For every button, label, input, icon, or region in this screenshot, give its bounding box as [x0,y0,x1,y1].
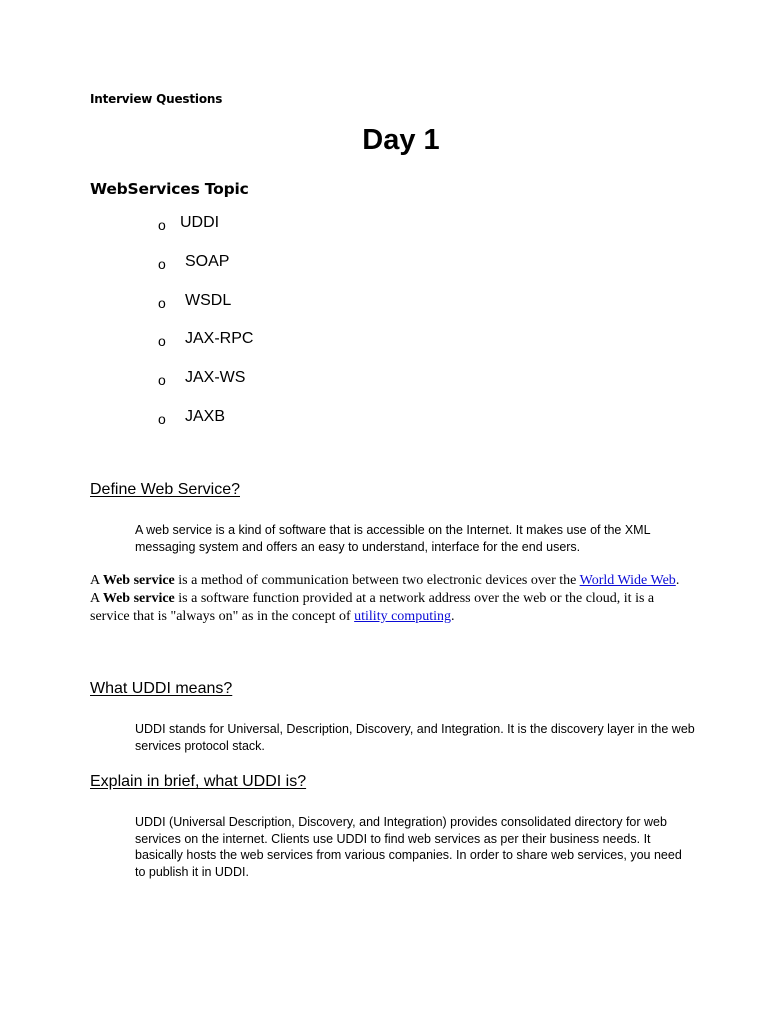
section-answer-define-web-service: A web service is a kind of software that is accessible on the Internet. It makes use of the XML messaging system and offers an easy to understand, interface for the end users. [135,523,651,554]
section-answer-explain-uddi: UDDI (Universal Description, Discovery, and Integration) provides consolidated directory for web services on the internet. Clients use UDDI to find web services as per their business needs. It basically hosts the web services from various companies. In order to share web services, you need to publish it in UDDI. [135,815,682,879]
section-heading-what-uddi-means: What UDDI means? [90,680,233,697]
section-heading-explain-uddi: Explain in brief, what UDDI is? [90,773,307,790]
section-heading-define-web-service: Define Web Service? [90,481,240,498]
section-answer-what-uddi-means: UDDI stands for Universal, Description, Discovery, and Integration. It is the discovery layer in the web services protocol stack. [135,722,695,753]
topic-item-label: JAX-RPC [185,330,254,348]
topic-item-label: UDDI [180,214,220,231]
paragraph-text: . A [90,573,680,606]
web-service-definition-paragraph [90,572,690,626]
bullet-icon: o [158,217,166,233]
topic-item-soap [158,253,253,292]
paragraph-text: is a software function provided at a network address over the web or the cloud, it is a service that is "always on" as in the concept of [90,591,655,624]
topic-item-label: SOAP [185,252,230,270]
bold-term: Web service [102,591,175,606]
utility-computing-link[interactable]: utility computing [354,609,451,624]
topic-item-label: WSDL [185,291,232,309]
topic-item-label: JAXB [185,407,226,425]
paragraph-text: A [90,573,103,588]
paragraph-text: . [450,609,455,624]
topic-item-jax-ws [158,369,253,408]
topic-item-wsdl [158,292,253,331]
bullet-icon: o [158,294,166,311]
topic-item-label: JAX-WS [185,369,246,387]
document-header-label: Interview Questions [90,92,223,106]
topic-heading: WebServices Topic [90,180,249,198]
bullet-icon: o [158,333,166,350]
bullet-icon: o [158,372,166,389]
paragraph-text: is a method of communication between two electronic devices over the [174,573,580,588]
bullet-icon: o [158,255,166,272]
document-title: Day 1 [362,124,440,156]
bold-term: Web service [102,573,175,588]
world-wide-web-link[interactable]: World Wide Web [579,573,676,588]
topic-item-jax-rpc [158,330,253,369]
topic-list [158,214,253,447]
bullet-icon: o [158,410,166,427]
topic-item-jaxb [158,408,253,447]
topic-item-uddi [158,214,253,253]
